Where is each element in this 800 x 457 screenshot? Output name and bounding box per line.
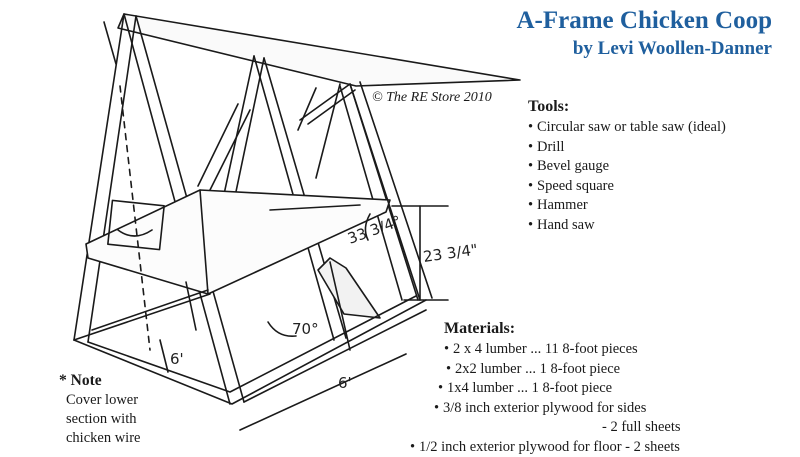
note-line: Cover lower (66, 391, 140, 410)
roof-panel (118, 14, 520, 86)
materials-heading: Materials: (444, 318, 710, 340)
list-item: • Bevel gauge (528, 157, 726, 177)
note-block (66, 370, 140, 448)
note-heading: * Note (59, 370, 140, 391)
ramp (318, 258, 380, 318)
base-angle-dimension: 70° (292, 320, 319, 338)
list-item: • 1x4 lumber ... 1 8-foot piece (410, 379, 710, 399)
list-item: • Drill (528, 138, 726, 158)
copyright-notice: © The RE Store 2010 (372, 90, 492, 106)
document-title-block (516, 6, 772, 62)
document-title: A-Frame Chicken Coop (516, 6, 772, 36)
tools-heading: Tools: (528, 96, 726, 118)
list-item: • Hammer (528, 196, 726, 216)
document-author: by Levi Woollen-Danner (516, 36, 772, 62)
width-dimension: 6' (338, 374, 352, 392)
height-dimension: 23 3/4" (422, 240, 479, 265)
materials-list (410, 318, 710, 457)
list-item: • 1/2 inch exterior plywood for floor - 2 sheets (410, 438, 710, 457)
list-item: • Hand saw (528, 216, 726, 236)
list-item: • 2x2 lumber ... 1 8-foot piece (410, 360, 710, 380)
list-item: • Circular saw or table saw (ideal) (528, 118, 726, 138)
tools-list (528, 96, 726, 235)
list-item: • Speed square (528, 177, 726, 197)
depth-dimension: 6' (170, 350, 184, 368)
top-angle-dimension: 33 3/4° (345, 212, 403, 248)
list-item: • 3/8 inch exterior plywood for sides (410, 399, 710, 419)
note-line: chicken wire (66, 429, 140, 448)
note-line: section with (66, 410, 140, 429)
list-item-continuation: - 2 full sheets (410, 418, 710, 438)
list-item: • 2 x 4 lumber ... 11 8-foot pieces (410, 340, 710, 360)
